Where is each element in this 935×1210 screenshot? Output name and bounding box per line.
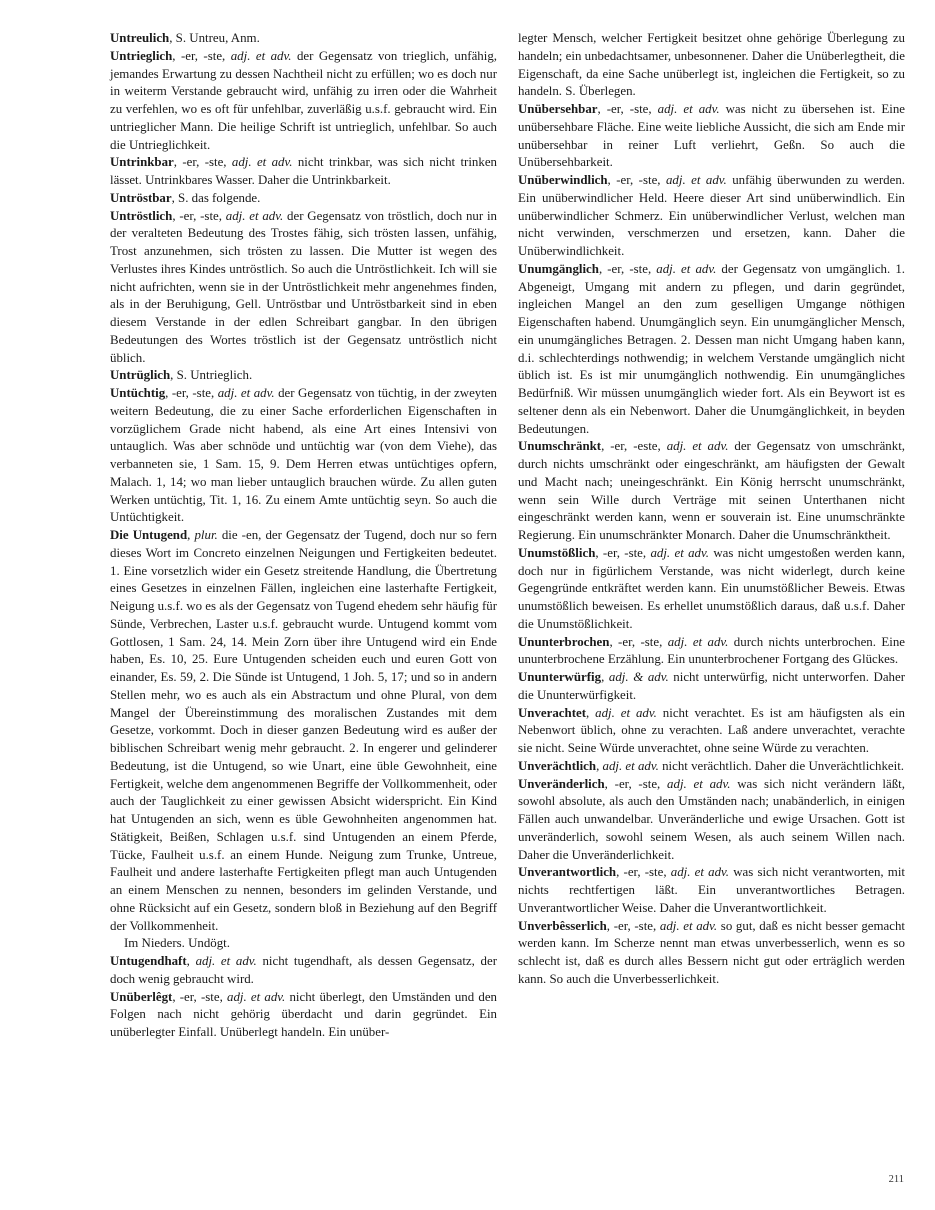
grammar-prefix: , -er, -ste, — [616, 865, 671, 880]
entry-text: durch nichts unterbrochen. Eine ununterbrochene Erzählung. Ein ununterbrochener Fortgang des Glückes. — [518, 634, 905, 667]
entry-note — [110, 935, 497, 953]
dictionary-entry — [518, 438, 905, 545]
grammar-label: adj. et adv. — [665, 173, 727, 187]
grammar-prefix: , -er, -ste, — [609, 634, 668, 649]
dictionary-entry — [518, 705, 905, 758]
entry-text: so gut, daß es nicht besser gemacht werden kann. Im Scherze nennt man etwas unverbesserlich, wenn es so schlecht ist, daß es durch alles Bessern nicht gut oder erträglich werden kann. So auch die Unverbesserlichkeit. — [518, 918, 905, 986]
entry-text: , S. Untreu, Anm. — [169, 31, 260, 45]
grammar-label: adj. et adv. — [225, 208, 284, 223]
entry-text: nicht überlegt, den Umständen und den Folgen nach nicht gehörig überdacht und darin gegründet. Ein unüberlegter Einfall. Unüberlegt handeln. Ein unüber- — [110, 989, 497, 1039]
dictionary-entry — [518, 634, 905, 670]
headword: Unüberlêgt — [110, 989, 173, 1004]
dictionary-entry — [518, 172, 905, 261]
grammar-label: adj. et adv. — [650, 545, 709, 560]
headword: Die Untugend — [110, 528, 188, 542]
grammar-prefix: , -er, -ste, — [597, 102, 658, 116]
dictionary-entry — [110, 989, 497, 1042]
entry-text: was nicht umgestoßen werden kann, doch nur in figürlichem Verstande, was nicht widerlegt, durch keine Gegengründe entkräftet werden kann. Ein unumstößlicher Beweis. Etwas unumstößlich beweisen. Es erhellet unumstößlich daraus, daß u.s.f. Daher die Unumstößlichkeit. — [518, 545, 905, 631]
headword: Unüberwindlich — [518, 173, 608, 187]
grammar-label: adj. & adv. — [608, 670, 669, 684]
headword: Unumgänglich — [518, 261, 599, 276]
left-column — [110, 30, 497, 1042]
dictionary-entry — [110, 190, 497, 208]
dictionary-entry — [518, 918, 905, 989]
entry-text: , S. das folgende. — [171, 190, 261, 205]
grammar-label: adj. et adv. — [666, 439, 729, 454]
headword: Unverantwortlich — [518, 865, 617, 880]
dictionary-entry — [110, 367, 497, 385]
headword: Untröstbar — [110, 190, 172, 205]
grammar-label: adj. et adv. — [670, 865, 730, 880]
headword: Unverachtet — [518, 705, 587, 720]
grammar-prefix: , — [186, 954, 196, 968]
dictionary-entry — [518, 669, 905, 705]
dictionary-entry — [110, 385, 497, 527]
grammar-label: plur. — [194, 528, 218, 542]
grammar-label: adj. et adv. — [667, 776, 731, 791]
dictionary-entry — [518, 758, 905, 776]
entry-text: nicht unterwürfig, nicht unterworfen. Daher die Ununterwürfigkeit. — [518, 670, 906, 702]
grammar-prefix: , -er, -ste, — [604, 776, 668, 791]
headword: Untugendhaft — [110, 954, 187, 968]
entry-text: legter Mensch, welcher Fertigkeit besitzet ohne gehörige Überlegung zu handeln; ein unbedachtsamer, unbesonnener. Daher die Unüberlegtheit, die Eigenschaft, da eine Sache unüberlegt ist, ingleichen die Fertigkeit, so zu handeln. S. Überlegen. — [518, 31, 905, 99]
grammar-label: adj. et adv. — [667, 634, 729, 649]
page-number: 211 — [888, 1174, 904, 1185]
grammar-label: adj. et adv. — [595, 705, 657, 720]
dictionary-entry — [110, 208, 497, 368]
grammar-prefix: , -er, -ste, — [173, 155, 232, 170]
entry-text: der Gegensatz von umschränkt, durch nichts umschränkt oder eingeschränkt, am häufigsten der Gewalt und Macht nach; uneingeschränkt. Ein König herrscht unumschränkt, wenn sein Wille durch Verträge mit seinen Unterthanen nicht eingeschränkt werden kann, wenn er souverain ist. Eine unumschränkte Regierung. Ein unumschränkter Monarch. Daher die Unumschränktheit. — [518, 439, 906, 542]
headword: Ununterwürfig — [518, 670, 602, 684]
dictionary-entry — [518, 101, 905, 172]
grammar-prefix: , -er, -ste, — [172, 48, 231, 63]
dictionary-entry — [518, 776, 905, 865]
headword: Unverächtlich — [518, 758, 597, 773]
entry-text: der Gegensatz von tüchtig, in der zweyten weitern Bedeutung, die zu einer Sache erforderlichen Eigenschaften in vorzüglichem Grade nicht habend, als eine Art eines Intensivi von untauglich. Was aber schnöde und untüchtig war (von dem Viehe), das verbanneten sie, 1 Sam. 15, 9. Dem Herren etwas untüchtiges opfern, Malach. 1, 14; wo man lieber untauglich brauchen würde. Zu allen guten Werken untüchtig, Tit. 1, 16. Zu einem Amte untüchtig seyn. So auch die Untüchtigkeit. — [110, 386, 497, 525]
grammar-prefix: , -er, -este, — [601, 439, 667, 454]
entry-text: der Gegensatz von umgänglich. 1. Abgeneigt, Umgang mit andern zu pflegen, und darin gegründet, ingleichen Mangel an den zum geselligen Umgange nöthigen Eigenschaften habend. Unumgänglich seyn. Ein unumgänglicher Mensch, ein unumgängliches Betragen. 2. Dessen man nicht Umgang haben kann, d.i. schlechterdings nothwendig; in welchem Verstande umgänglich nicht üblich ist. Es ist mir unumgänglich nothwendig. Ein unumgängliches Bedürfniß. Wir müssen unumgänglich wieder fort. Als ein Beywort ist es seltener denn als ein Nebenwort. Daher die Unumgänglichkeit, in beyden Bedeutungen. — [518, 261, 905, 436]
grammar-label: adj. et adv. — [227, 989, 286, 1004]
headword: Unverbêsserlich — [518, 918, 607, 933]
grammar-label: adj. et adv. — [231, 155, 293, 170]
grammar-label: adj. et adv. — [195, 954, 257, 968]
grammar-label: adj. et adv. — [230, 48, 292, 63]
entry-text: nicht tugendhaft, als dessen Gegensatz, der doch wenig gebraucht wird. — [110, 954, 498, 986]
entry-text: unfähig überwunden zu werden. Ein unüberwindlicher Held. Heere dieser Art sind unüberwindlich. Ein unüberwindlicher Schmerz. Ein unüberwindlicher Verlust, welchen man nicht verwinden, verschmerzen und ersetzen, kann. Daher die Unüberwindlichkeit. — [518, 173, 905, 258]
entry-text: was nicht zu übersehen ist. Eine unübersehbare Fläche. Eine weite liebliche Aussicht, die sich am Ende mir unübersehbar in reiner Luft verliehrt, Geßn. So auch die Unübersehbarkeit. — [518, 102, 905, 170]
dictionary-entry — [110, 527, 497, 935]
entry-text: der Gegensatz von trieglich, unfähig, jemandes Erwartung zu dessen Nachtheil nicht zu erfüllen; wo es doch nur in weiterm Verstande gebraucht wird, unfähig zu irren oder die Wahrheit zu verfehlen, wo es oft für unfehlbar, zuverläßig u.s.f. gebraucht wird. Ein untrieglicher Mann. Die heilige Schrift ist untrieglich, unfehlbar. So auch die Untrieglichkeit. — [110, 48, 497, 152]
headword: Untüchtig — [110, 386, 166, 400]
grammar-label: adj. et adv. — [602, 758, 659, 773]
dictionary-entry — [110, 953, 497, 989]
grammar-label: adj. et adv. — [659, 918, 718, 933]
grammar-prefix: , -er, -ste, — [172, 208, 226, 223]
grammar-label: adj. et adv. — [656, 261, 717, 276]
dictionary-entry — [518, 864, 905, 917]
grammar-prefix: , -er, -ste, — [172, 989, 227, 1004]
dictionary-entry — [110, 48, 497, 155]
headword: Ununterbrochen — [518, 634, 610, 649]
grammar-prefix: , -er, -ste, — [598, 261, 657, 276]
headword: Untrinkbar — [110, 155, 174, 170]
headword: Unveränderlich — [518, 776, 605, 791]
entry-text: nicht trinkbar, was sich nicht trinken lässet. Untrinkbares Wasser. Daher die Untrinkbarkeit. — [110, 155, 497, 187]
grammar-prefix: , — [601, 670, 609, 684]
entry-text: was sich nicht verantworten, mit nichts rechtfertigen läßt. Ein unverantwortliches Betragen. Unverantwortlicher Weise. Daher die Unverantwortlichkeit. — [518, 865, 905, 915]
grammar-prefix: , -er, -ste, — [607, 173, 666, 187]
grammar-prefix: , — [596, 758, 603, 773]
dictionary-entry — [518, 261, 905, 439]
entry-text: nicht verachtet. Es ist am häufigsten als ein Nebenwort üblich, ohne zu verachten. Laß andere unverachtet, verachte sie nicht. Seine Würde unverachtet, ohne seine Würde zu verachten. — [518, 705, 906, 755]
entry-text: die -en, der Gegensatz der Tugend, doch nur so fern dieses Wort im Concreto einzelnen Neigungen und Fertigkeiten bedeutet. 1. Eine vorsetzlich wider ein Gesetz streitende Handlung, die Übertretung eines Gesetzes in einzelnen Fällen, ingleichen eine lasterhafte Fertigkeit, Neigung u.s.f. wo es als der Gegensatz von Tugend ehedem sehr häufig für Sünde, Verbrechen, Laster u.s.f. gebraucht wurde. Untugend kommt vom Gottlosen, 1 Sam. 24, 14. Mein Zorn über ihre Untugend wird ein Ende haben, Es. 10, 25. Eure Untugenden scheiden euch und euren Gott von einander, Es. 59, 2. Die Sünde ist Untugend, 1 Joh. 5, 17; und so in andern Stellen mehr, wo es auch als ein Abstractum und ohne Plural, von dem Mangel der Übereinstimmung des moralischen Zustandes mit dem Gesetze, vorkommt. Doch in dieser ganzen Bedeutung wird es außer der biblischen Schreibart wenig mehr gebraucht. 2. In engerer und gelinderer Bedeutung, ist die Untugend, so wie Unart, eine üble Gewohnheit, eine Fertigkeit, welche dem angenommenen Begriffe der Vollkommenheit, oder auch der Tauglichkeit zu einer gewissen Absicht widerspricht. Ein Kind hat Untugenden an sich, wenn es üble Gewohnheiten angenommen hat. Stätigkeit, Beißen, Schlagen u.s.f. sind Untugenden an einem Pferde, Tücke, Faulheit u.s.f. an einem Hunde. Neigung zum Trunke, Untreue, Faulheit und andere lasterhafte Fertigkeiten pflegt man auch Untugenden an einem Menschen zu nennen, besonders im gelinden Verstande, und ohne Rücksicht auf ein Gesetz, sondern bloß in Beziehung auf den Begriff der Vollkommenheit. — [110, 528, 497, 933]
grammar-prefix: , -er, -ste, — [606, 918, 660, 933]
grammar-prefix: , -er, -ste, — [165, 386, 218, 400]
dictionary-entry — [518, 545, 905, 634]
grammar-prefix: , — [187, 528, 195, 542]
entry-text: was sich nicht verändern läßt, sowohl absolute, als auch den Umständen nach; unabänderlich, in einigen Fällen auch unwandelbar. Unveränderliche und ewige Ursachen. Gott ist unveränderlich, sowohl seinem Wesen, als auch seinem Willen nach. Daher die Unveränderlichkeit. — [518, 776, 905, 862]
dictionary-entry — [110, 30, 497, 48]
headword: Unumschränkt — [518, 439, 602, 454]
headword: Untröstlich — [110, 208, 173, 223]
headword: Unübersehbar — [518, 102, 598, 116]
right-column — [518, 30, 905, 989]
headword: Untreulich — [110, 31, 170, 45]
grammar-prefix: , -er, -ste, — [595, 545, 651, 560]
dictionary-entry — [110, 154, 497, 190]
headword: Untrieglich — [110, 48, 173, 63]
grammar-label: adj. et adv. — [657, 102, 720, 116]
note-text: Im Nieders. Undögt. — [124, 936, 230, 951]
headword: Unumstößlich — [518, 545, 596, 560]
entry-text: der Gegensatz von tröstlich, doch nur in der veralteten Bedeutung des Trostes fähig, sich trösten lassen, unfähig, Trost anzunehmen, sich trösten zu lassen. Die Mutter ist wegen des Verlustes ihres Kindes untröstlich. So auch die Untröstlichkeit. Ich will sie nicht aufrichten, wenn sie in der Untröstlichkeit mehr angenehmes finden, als in der Beruhigung, Gell. Untröstbar und Untröstbarkeit sind in eben diesem Verstande in der edlen Schreibart gangbar. In den übrigen Bedeutungen des Wortes tröstlich ist der Gegensatz untröstlich nicht üblich. — [110, 208, 497, 365]
entry-text: nicht verächtlich. Daher die Unverächtlichkeit. — [658, 758, 905, 773]
grammar-prefix: , — [586, 705, 596, 720]
entry-text: , S. Untrieglich. — [170, 368, 253, 383]
entry-continuation — [518, 30, 905, 101]
grammar-label: adj. et adv. — [217, 386, 275, 400]
headword: Untrüglich — [110, 368, 171, 383]
